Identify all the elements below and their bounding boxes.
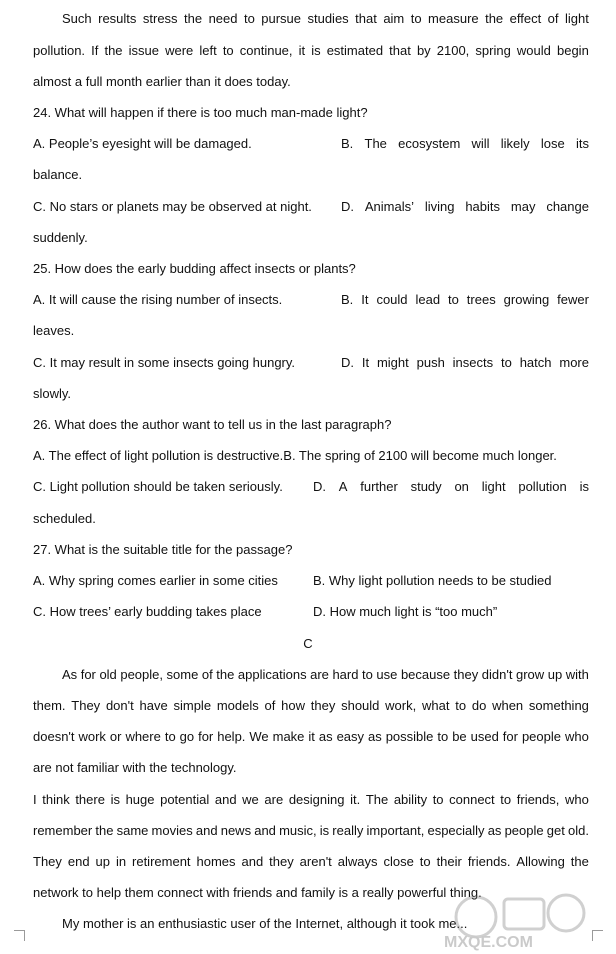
word: they [453, 667, 479, 682]
word: its [575, 136, 589, 151]
word: and [214, 792, 237, 807]
option-b-25 [341, 292, 589, 308]
word: D. [313, 479, 326, 494]
watermark-graphic [434, 891, 604, 951]
word: fewer [557, 292, 589, 307]
word: The [364, 136, 387, 151]
word: Allowing [516, 854, 565, 869]
word: D. [341, 199, 354, 214]
word: Animals’ [364, 199, 414, 214]
word: who [564, 729, 589, 744]
word: ability [393, 792, 428, 807]
word: of [264, 698, 276, 713]
word: habits [465, 199, 501, 214]
word: same [116, 823, 149, 838]
word: applications [237, 667, 307, 682]
word: people, [120, 667, 163, 682]
option-c-24: C. No stars or planets may be observed at night. [33, 199, 312, 214]
word: to [437, 729, 449, 744]
option-d-27: D. How much light is “too much” [313, 604, 498, 619]
option-d-24-cont: suddenly. [33, 230, 88, 245]
word: spring [475, 43, 511, 58]
word: some [166, 667, 199, 682]
word: to [419, 854, 431, 869]
word: remember [33, 823, 93, 838]
word: would [516, 43, 551, 58]
word: how [281, 698, 305, 713]
question-24: 24. What will happen if there is too much man-made light? [33, 105, 368, 120]
word: to [164, 729, 176, 744]
word: As [62, 667, 78, 682]
word: possible [385, 729, 434, 744]
paragraph-line [33, 729, 589, 745]
word: light [481, 479, 506, 494]
word: It [361, 355, 370, 370]
word: or [109, 729, 122, 744]
word: lead [415, 292, 441, 307]
word: are [264, 792, 284, 807]
word: living [424, 199, 455, 214]
word: the [216, 667, 235, 682]
word: the [570, 854, 589, 869]
word: It [361, 292, 369, 307]
word: aren't [299, 854, 332, 869]
word: with [565, 667, 589, 682]
watermark-circle-right [548, 895, 584, 931]
word: lose [540, 136, 565, 151]
word: what [422, 698, 450, 713]
word: always [337, 854, 378, 869]
word: 2100, [436, 43, 470, 58]
word: help. [217, 729, 246, 744]
word: and [241, 854, 264, 869]
word: hatch [519, 355, 552, 370]
word: left [199, 43, 217, 58]
word: of [547, 11, 559, 26]
word: is [110, 792, 120, 807]
word: as [487, 823, 502, 838]
word: aim [383, 11, 405, 26]
word: do [471, 698, 487, 713]
word: push [416, 355, 445, 370]
word: is [579, 479, 589, 494]
word: on [454, 479, 469, 494]
watermark-text: MXQE.COM [444, 934, 533, 951]
word: results [98, 11, 137, 26]
word: the [104, 43, 123, 58]
word: Such [62, 11, 92, 26]
word: in [115, 854, 127, 869]
word: to [455, 698, 467, 713]
word: simple [173, 698, 212, 713]
word: study [410, 479, 442, 494]
option-d-24 [341, 199, 589, 215]
word: up [95, 854, 110, 869]
option-d-26-cont: scheduled. [33, 511, 96, 526]
word: models [216, 698, 259, 713]
word: especially [427, 823, 485, 838]
option-ab-26: A. The effect of light pollution is destructive.B. The spring of 2100 will become much longer. [33, 448, 557, 463]
word: movies [151, 823, 193, 838]
word: where [125, 729, 161, 744]
word: potential [160, 792, 210, 807]
word: that [389, 43, 411, 58]
word: make [272, 729, 305, 744]
word: continue, [239, 43, 293, 58]
word: there [75, 792, 105, 807]
word: something [528, 698, 589, 713]
word: we [242, 792, 259, 807]
word: need [208, 11, 238, 26]
word: B. [341, 292, 354, 307]
watermark-circle-left [456, 897, 496, 937]
word: stress [142, 11, 178, 26]
word: think [42, 792, 70, 807]
word: they [310, 698, 336, 713]
word: should [341, 698, 380, 713]
paragraph-line: almost a full month earlier than it does today. [33, 74, 291, 89]
section-label: C [303, 636, 313, 651]
word: people [504, 823, 544, 838]
option-c-27: C. How trees’ early budding takes place [33, 604, 262, 619]
word: to [432, 792, 444, 807]
word: may [510, 199, 536, 214]
word: end [67, 854, 90, 869]
word: were [165, 43, 194, 58]
question-26: 26. What does the author want to tell us in the last paragraph? [33, 417, 392, 432]
word: for [502, 729, 518, 744]
word: They [33, 854, 62, 869]
word: up [547, 667, 563, 682]
question-25: 25. How does the early budding affect insects or plants? [33, 261, 356, 276]
option-b-24-cont: balance. [33, 167, 83, 182]
word: estimated [326, 43, 384, 58]
word: easy [336, 729, 365, 744]
word: important, [366, 823, 425, 838]
word: retirement [132, 854, 191, 869]
word: to [448, 292, 459, 307]
word: used [470, 729, 499, 744]
word: as [318, 729, 333, 744]
word: it [298, 43, 306, 58]
word: studies [307, 11, 349, 26]
option-b-24 [341, 136, 589, 152]
word: get [546, 823, 565, 838]
word: ecosystem [398, 136, 461, 151]
word: news [220, 823, 252, 838]
word: old. [567, 823, 589, 838]
paragraph-line [33, 43, 589, 59]
word: to [500, 792, 512, 807]
word: A [338, 479, 348, 494]
word: friends, [516, 792, 560, 807]
word: for [80, 667, 96, 682]
word: go [179, 729, 195, 744]
word: I [33, 792, 37, 807]
word: measure [428, 11, 479, 26]
word: the [95, 823, 114, 838]
word: really [332, 823, 364, 838]
question-27: 27. What is the suitable title for the passage? [33, 542, 293, 557]
word: friends. [467, 854, 511, 869]
paragraph-line [33, 792, 589, 808]
watermark-box [504, 899, 544, 929]
word: will [471, 136, 490, 151]
word: their [436, 854, 462, 869]
option-d-25 [341, 355, 589, 371]
page-corner-mark [14, 930, 25, 941]
word: could [376, 292, 408, 307]
word: further [360, 479, 398, 494]
word: work, [385, 698, 417, 713]
word: is [319, 823, 330, 838]
word: as [368, 729, 382, 744]
word: B. [341, 136, 354, 151]
word: The [365, 792, 389, 807]
word: that [355, 11, 377, 26]
word: are [310, 667, 329, 682]
option-a-24: A. People’s eyesight will be damaged. [33, 136, 252, 151]
word: If [91, 43, 99, 58]
word: pollution. [33, 43, 86, 58]
word: don't [105, 698, 134, 713]
word: and [254, 823, 276, 838]
word: likely [500, 136, 530, 151]
watermark-logo [434, 891, 604, 951]
paragraph-line [62, 667, 589, 683]
word: is [311, 43, 321, 58]
word: connect [449, 792, 495, 807]
word: insects [452, 355, 494, 370]
option-b-27: B. Why light pollution needs to be studied [313, 573, 552, 588]
word: it. [350, 792, 361, 807]
word: huge [125, 792, 155, 807]
word: to [410, 11, 422, 26]
option-b-25-cont: leaves. [33, 323, 75, 338]
word: to [501, 355, 512, 370]
word: who [565, 792, 589, 807]
word: hard [332, 667, 359, 682]
paragraph-line [33, 698, 589, 714]
option-c-26: C. Light pollution should be taken seriously. [33, 479, 283, 494]
word: old [99, 667, 117, 682]
word: didn't [481, 667, 513, 682]
word: it [308, 729, 315, 744]
word: people [521, 729, 561, 744]
word: more [559, 355, 589, 370]
paragraph-line [33, 823, 589, 839]
option-a-25: A. It will cause the rising number of insects. [33, 292, 283, 307]
word: D. [341, 355, 354, 370]
word: of [201, 667, 213, 682]
word: pursue [261, 11, 302, 26]
word: the [485, 11, 504, 26]
word: close [383, 854, 414, 869]
word: pollution [518, 479, 567, 494]
option-d-26 [313, 479, 589, 495]
word: change [546, 199, 589, 214]
word: be [452, 729, 467, 744]
word: They [71, 698, 101, 713]
paragraph-line [33, 854, 589, 870]
word: use [376, 667, 398, 682]
word: begin [556, 43, 589, 58]
word: trees [466, 292, 496, 307]
word: the [184, 11, 203, 26]
paragraph-line [62, 11, 589, 27]
word: grow [515, 667, 545, 682]
word: to [362, 667, 373, 682]
word: because [400, 667, 451, 682]
word: issue [128, 43, 159, 58]
paragraph-line: are not familiar with the technology. [33, 760, 237, 775]
word: when [492, 698, 524, 713]
word: homes [196, 854, 236, 869]
paragraph-line: network to help them connect with friends and family is a really powerful thing. [33, 885, 482, 900]
word: light [564, 11, 589, 26]
word: designing [288, 792, 345, 807]
word: have [139, 698, 168, 713]
word: doesn't [33, 729, 75, 744]
word: for [198, 729, 214, 744]
option-c-25: C. It may result in some insects going hungry. [33, 355, 296, 370]
word: growing [503, 292, 550, 307]
word: to [222, 43, 234, 58]
word: and [195, 823, 218, 838]
word: they [269, 854, 294, 869]
word: work [78, 729, 106, 744]
word: effect [509, 11, 542, 26]
word: We [249, 729, 269, 744]
word: by [416, 43, 431, 58]
word: might [376, 355, 409, 370]
word: them. [33, 698, 66, 713]
word: to [243, 11, 255, 26]
word: music, [279, 823, 317, 838]
option-d-25-cont: slowly. [33, 386, 72, 401]
option-a-27: A. Why spring comes earlier in some cities [33, 573, 278, 588]
paragraph-line: My mother is an enthusiastic user of the Internet, although it took me... [62, 916, 468, 931]
